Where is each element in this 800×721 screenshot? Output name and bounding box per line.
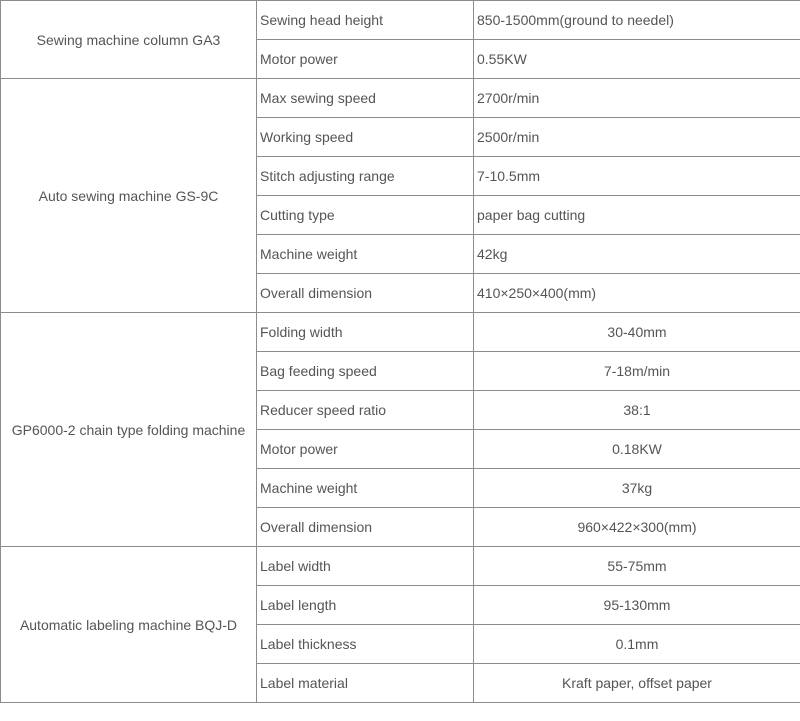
parameter-cell: Working speed — [257, 118, 474, 157]
parameter-cell: Sewing head height — [257, 1, 474, 40]
parameter-cell: Stitch adjusting range — [257, 157, 474, 196]
parameter-cell: Max sewing speed — [257, 79, 474, 118]
parameter-cell: Cutting type — [257, 196, 474, 235]
value-cell: 960×422×300(mm) — [474, 508, 800, 547]
value-cell: 42kg — [474, 235, 800, 274]
value-cell: 37kg — [474, 469, 800, 508]
parameter-cell: Overall dimension — [257, 274, 474, 313]
value-cell: 55-75mm — [474, 547, 800, 586]
machine-name-cell: Sewing machine column GA3 — [1, 1, 257, 79]
table-row — [1, 79, 800, 118]
machine-name-cell: GP6000-2 chain type folding machine — [1, 313, 257, 547]
parameter-cell: Motor power — [257, 40, 474, 79]
value-cell: 2700r/min — [474, 79, 800, 118]
value-cell: 410×250×400(mm) — [474, 274, 800, 313]
parameter-cell: Machine weight — [257, 469, 474, 508]
value-cell: 38:1 — [474, 391, 800, 430]
value-cell: 0.1mm — [474, 625, 800, 664]
table-row — [1, 1, 800, 40]
parameter-cell: Folding width — [257, 313, 474, 352]
machine-name-cell: Auto sewing machine GS-9C — [1, 79, 257, 313]
value-cell: 0.55KW — [474, 40, 800, 79]
value-cell: Kraft paper, offset paper — [474, 664, 800, 703]
table-row — [1, 313, 800, 352]
parameter-cell: Label length — [257, 586, 474, 625]
value-cell: paper bag cutting — [474, 196, 800, 235]
parameter-cell: Bag feeding speed — [257, 352, 474, 391]
value-cell: 95-130mm — [474, 586, 800, 625]
parameter-cell: Label width — [257, 547, 474, 586]
value-cell: 7-10.5mm — [474, 157, 800, 196]
value-cell: 850-1500mm(ground to needel) — [474, 1, 800, 40]
spec-table-body — [1, 1, 800, 703]
value-cell: 2500r/min — [474, 118, 800, 157]
table-row — [1, 547, 800, 586]
value-cell: 30-40mm — [474, 313, 800, 352]
parameter-cell: Overall dimension — [257, 508, 474, 547]
parameter-cell: Reducer speed ratio — [257, 391, 474, 430]
parameter-cell: Machine weight — [257, 235, 474, 274]
value-cell: 7-18m/min — [474, 352, 800, 391]
parameter-cell: Label material — [257, 664, 474, 703]
parameter-cell: Label thickness — [257, 625, 474, 664]
parameter-cell: Motor power — [257, 430, 474, 469]
machine-name-cell: Automatic labeling machine BQJ-D — [1, 547, 257, 703]
value-cell: 0.18KW — [474, 430, 800, 469]
